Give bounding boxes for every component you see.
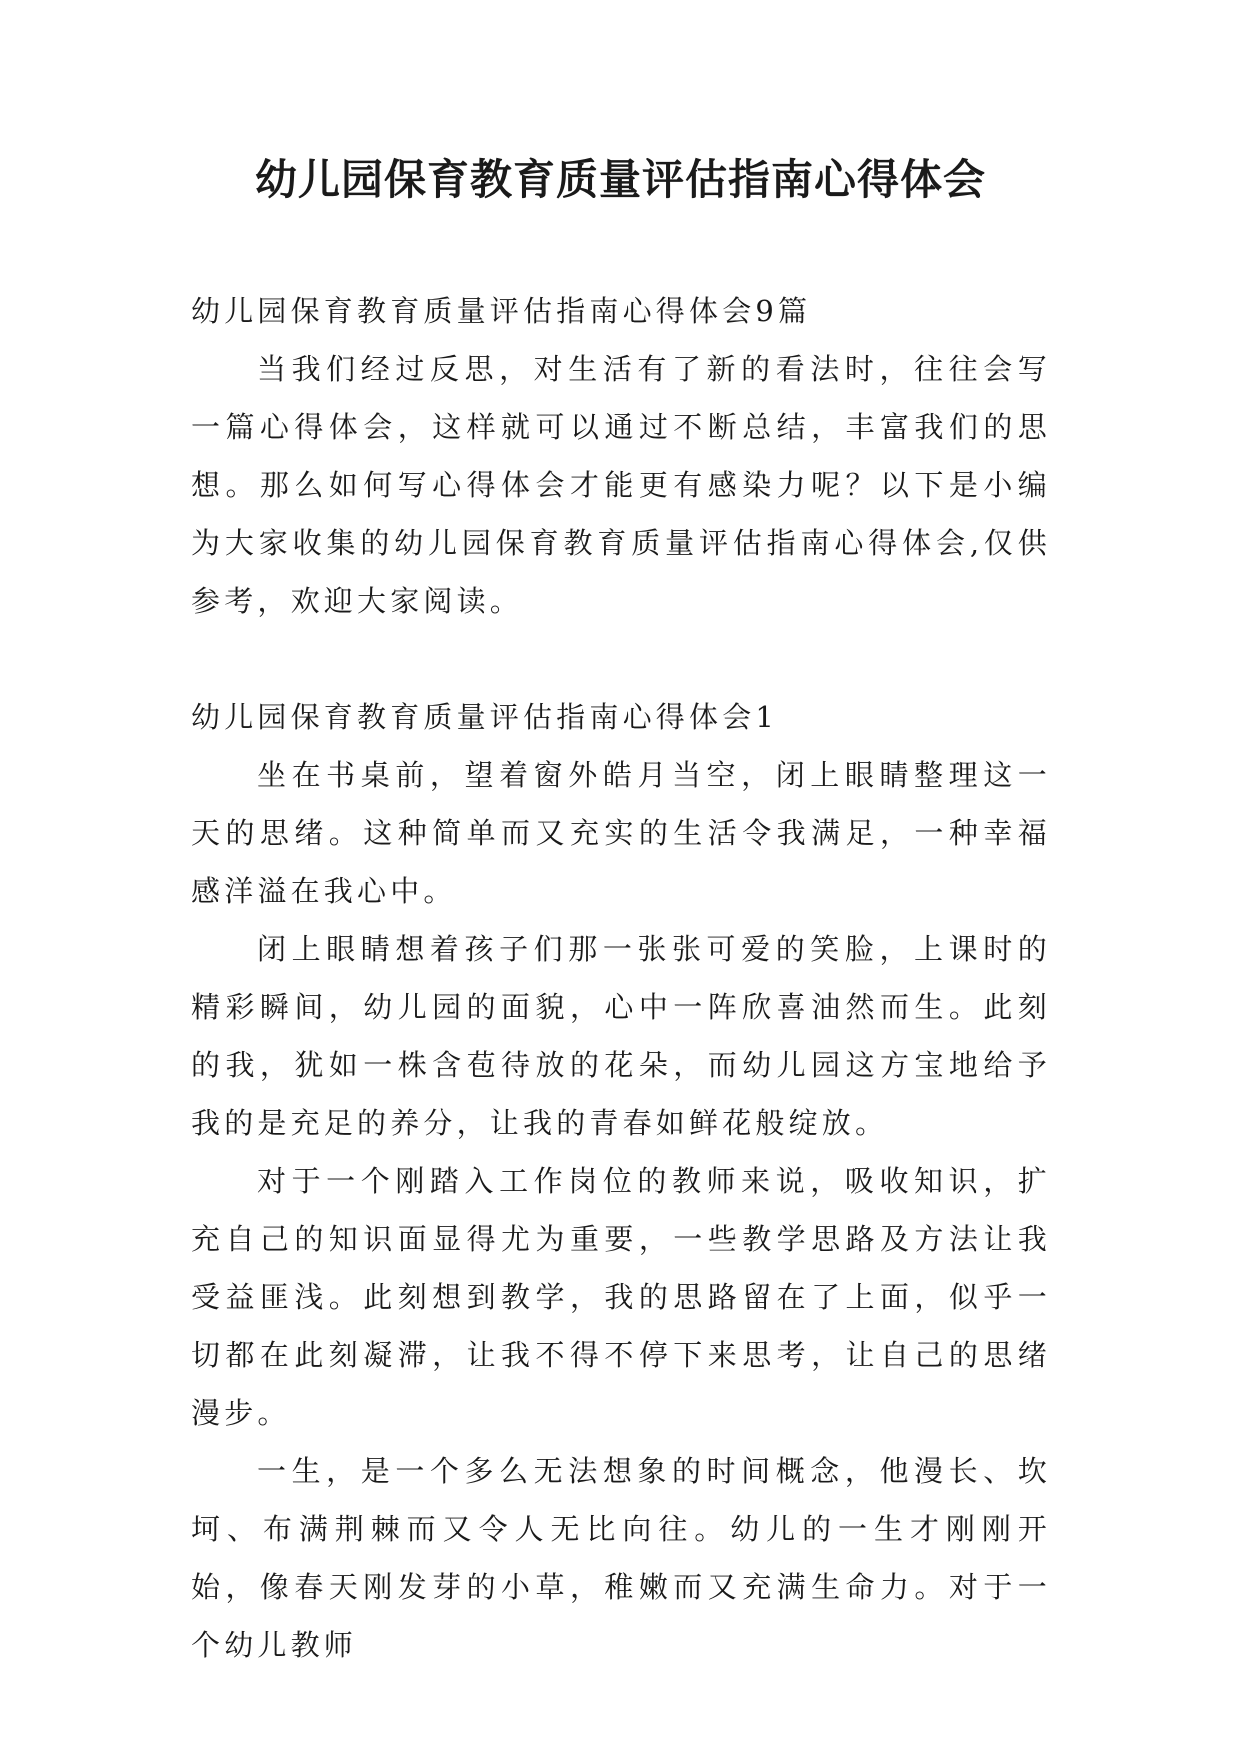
section-spacer	[191, 630, 1051, 688]
body-paragraph: 对于一个刚踏入工作岗位的教师来说，吸收知识，扩充自己的知识面显得尤为重要，一些教学思路及方法让我受益匪浅。此刻想到教学，我的思路留在了上面，似乎一切都在此刻凝滞，让我不得不停下来思考，让自己的思绪漫步。	[191, 1164, 1051, 1430]
document-title: 幼儿园保育教育质量评估指南心得体会	[254, 155, 986, 204]
body-paragraph: 坐在书桌前，望着窗外皓月当空，闭上眼睛整理这一天的思绪。这种简单而又充实的生活令我满足，一种幸福感洋溢在我心中。	[191, 758, 1051, 908]
intro-paragraph: 当我们经过反思，对生活有了新的看法时，往往会写一篇心得体会，这样就可以通过不断总结，丰富我们的思想。那么如何写心得体会才能更有感染力呢？以下是小编为大家收集的幼儿园保育教育质量评估指南心得体会,仅供参考，欢迎大家阅读。	[191, 352, 1051, 618]
document-body	[191, 282, 1051, 1674]
section-heading: 幼儿园保育教育质量评估指南心得体会1	[191, 700, 779, 734]
document-subtitle: 幼儿园保育教育质量评估指南心得体会9篇	[191, 294, 812, 328]
body-paragraph: 一生，是一个多么无法想象的时间概念，他漫长、坎坷、布满荆棘而又令人无比向往。幼儿的一生才刚刚开始，像春天刚发芽的小草，稚嫩而又充满生命力。对于一个幼儿教师	[191, 1454, 1051, 1662]
body-paragraph: 闭上眼睛想着孩子们那一张张可爱的笑脸，上课时的精彩瞬间，幼儿园的面貌，心中一阵欣喜油然而生。此刻的我，犹如一株含苞待放的花朵，而幼儿园这方宝地给予我的是充足的养分，让我的青春如鲜花般绽放。	[191, 932, 1051, 1140]
